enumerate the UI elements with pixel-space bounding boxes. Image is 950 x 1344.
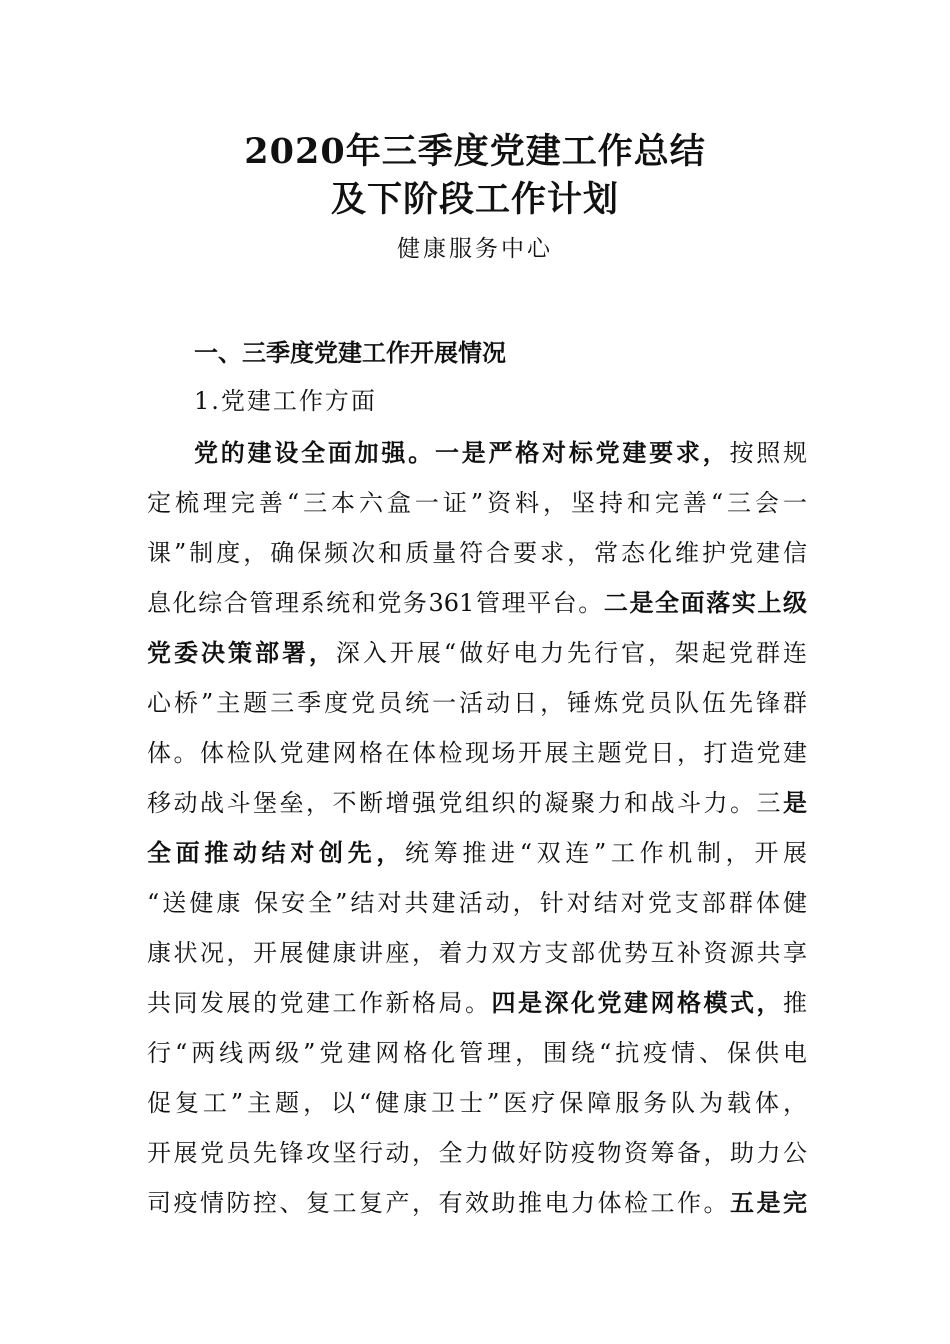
body-text: 司疫情防控、复工复产，有效助推电力体检工作。 xyxy=(147,1189,730,1217)
body-line xyxy=(147,783,807,823)
body-bold-text: 党的建设全面加强。一是严格对标党建要求， xyxy=(194,438,730,467)
body-text: 息化综合管理系统和党务361管理平台。 xyxy=(147,589,604,617)
body-line xyxy=(147,583,807,623)
body-line xyxy=(147,1083,807,1123)
body-text: 共同发展的党建工作新格局。 xyxy=(147,989,492,1017)
body-text: 推 xyxy=(783,989,807,1017)
body-bold-text: 四是深化党建网格模式， xyxy=(491,988,783,1017)
body-text: 定梳理完善“三本六盒一证”资料，坚持和完善“三会一 xyxy=(147,489,807,517)
body-text: 统筹推进“双连”工作机制，开展 xyxy=(405,839,807,867)
body-line xyxy=(147,933,807,973)
body-text: 按照规 xyxy=(729,439,807,467)
body-bold-text: 党委决策部署， xyxy=(147,638,336,667)
body-text: 康状况，开展健康讲座，着力双方支部优势互补资源共享 xyxy=(147,939,807,967)
body-bold-text: 全面推动结对创先， xyxy=(147,838,406,867)
document-subtitle: 健康服务中心 xyxy=(397,236,553,262)
body-text: 开展党员先锋攻坚行动，全力做好防疫物资筹备，助力公 xyxy=(147,1139,807,1167)
body-text: “送健康 保安全”结对共建活动，针对结对党支部群体健 xyxy=(147,889,807,917)
body-line xyxy=(147,633,807,673)
body-line xyxy=(147,533,807,573)
body-line xyxy=(147,983,807,1023)
body-text: 深入开展“做好电力先行官，架起党群连 xyxy=(335,639,807,667)
body-line xyxy=(147,683,807,723)
body-text: 课”制度，确保频次和质量符合要求，常态化维护党建信 xyxy=(147,539,807,567)
body-line xyxy=(147,833,807,873)
body-line xyxy=(147,1033,807,1073)
body-bold-text: 五是完 xyxy=(730,1188,807,1217)
document-title-line-1: 2020年三季度党建工作总结 xyxy=(244,131,706,172)
body-bold-text: 是 xyxy=(783,788,807,817)
document-title-line-2: 及下阶段工作计划 xyxy=(330,179,619,220)
section-heading: 一、三季度党建工作开展情况 xyxy=(194,339,506,367)
body-line xyxy=(147,483,807,523)
body-line xyxy=(147,733,807,773)
body-line xyxy=(147,883,807,923)
body-line xyxy=(147,1183,807,1223)
section-subheading: 1.党建工作方面 xyxy=(194,387,377,415)
body-text: 心桥”主题三季度党员统一活动日，锤炼党员队伍先锋群 xyxy=(147,689,807,717)
body-line xyxy=(194,433,807,473)
body-text: 移动战斗堡垒，不断增强党组织的凝聚力和战斗力。三 xyxy=(147,789,783,817)
body-text: 促复工”主题，以“健康卫士”医疗保障服务队为载体， xyxy=(147,1089,807,1117)
body-line xyxy=(147,1133,807,1173)
body-bold-text: 二是全面落实上级 xyxy=(603,588,807,617)
body-text: 体。体检队党建网格在体检现场开展主题党日，打造党建 xyxy=(147,739,807,767)
body-text: 行“两线两级”党建网格化管理，围绕“抗疫情、保供电 xyxy=(147,1039,807,1067)
